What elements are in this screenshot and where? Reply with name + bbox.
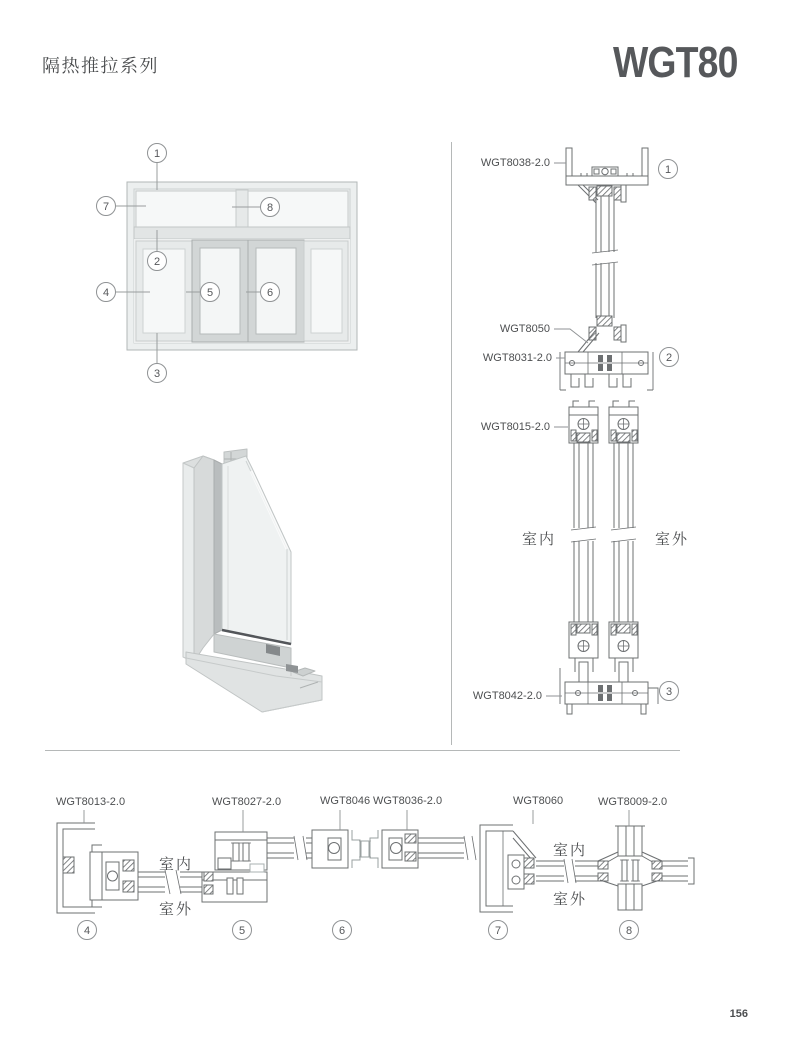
elevation-callout-1: 1: [147, 143, 167, 163]
elevation-callout-5: 5: [200, 282, 220, 302]
part-label-meeting-stile: WGT8036-2.0: [373, 795, 443, 807]
elevation-callout-3: 3: [147, 363, 167, 383]
vsection-callout-1: 1: [658, 159, 678, 179]
part-label-hook-profile: WGT8046: [320, 795, 371, 807]
outdoor-label-hsection-left: 室外: [158, 901, 193, 918]
vsection-callout-3: 3: [659, 681, 679, 701]
profile-3d-render: [183, 449, 322, 712]
series-title: 隔热推拉系列: [42, 56, 159, 76]
part-label-interlock-stile: WGT8027-2.0: [212, 796, 282, 808]
indoor-label-vertical: 室内: [521, 531, 556, 548]
hsection-callout-7: 7: [488, 920, 508, 940]
elevation-callout-4: 4: [96, 282, 116, 302]
hsection-callout-8: 8: [619, 920, 639, 940]
part-label-glazing-adapter: WGT8050: [499, 323, 550, 335]
indoor-label-hsection-left: 室内: [158, 856, 193, 873]
vsection-callout-2: 2: [659, 347, 679, 367]
hsection-callout-4: 4: [77, 920, 97, 940]
indoor-label-hsection-right: 室内: [552, 842, 587, 859]
elevation-callout-8: 8: [260, 197, 280, 217]
part-label-sash-profile: WGT8015-2.0: [480, 421, 550, 433]
part-label-head-frame: WGT8038-2.0: [480, 157, 550, 169]
outdoor-label-hsection-right: 室外: [552, 891, 587, 908]
elevation-callout-7: 7: [96, 196, 116, 216]
product-code-title: WGT80: [613, 38, 738, 87]
hsection-callout-6: 6: [332, 920, 352, 940]
part-label-left-jamb: WGT8013-2.0: [56, 796, 126, 808]
part-label-sill-frame: WGT8042-2.0: [472, 690, 542, 702]
part-label-fixed-mullion: WGT8009-2.0: [598, 796, 668, 808]
elevation-callout-2: 2: [147, 251, 167, 271]
outdoor-label-vertical: 室外: [654, 531, 689, 548]
part-label-fixed-jamb: WGT8060: [513, 795, 564, 807]
elevation-callout-6: 6: [260, 282, 280, 302]
hsection-callout-5: 5: [232, 920, 252, 940]
page-number: 156: [729, 1008, 748, 1020]
part-label-transom: WGT8031-2.0: [482, 352, 552, 364]
vertical-section-drawing: [546, 148, 658, 714]
